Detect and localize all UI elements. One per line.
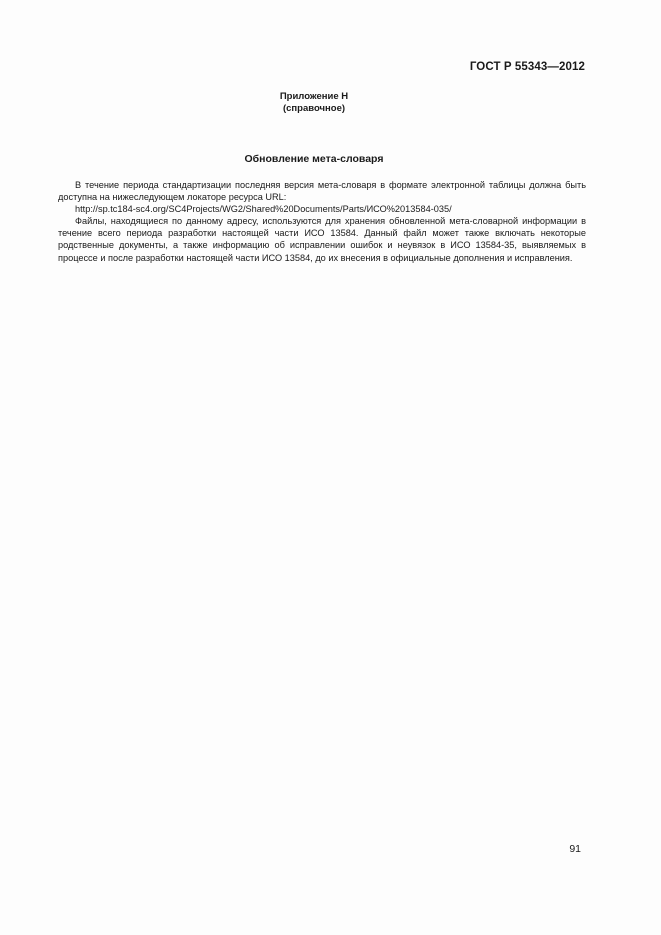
section-title: Обновление мета-словаря: [244, 153, 384, 165]
paragraph-intro: В течение периода стандартизации последняя версия мета-словаря в формате электронной таблицы должна быть доступна на нижеследующем локаторе ресурса URL:: [58, 180, 586, 203]
annex-heading: [0, 91, 628, 115]
document-code: ГОСТ Р 55343—2012: [469, 61, 585, 73]
body-text: [58, 179, 586, 264]
resource-url: http://sp.tc184-sc4.org/SC4Projects/WG2/Shared%20Documents/Parts/ИСО%2013584-035/: [75, 204, 452, 215]
annex-status: (справочное): [282, 103, 346, 114]
page-number: 91: [569, 843, 581, 855]
paragraph-files: Файлы, находящиеся по данному адресу, используются для хранения обновленной мета-словарной информации в течение всего периода разработки настоящей части ИСО 13584. Данный файл может также включать некоторые родственные документы, а также информацию об исправлении ошибок и неувязок в ИСО 13584-35, выявляемых в процессе и после разработки настоящей части ИСО 13584, до их внесения в официальные дополнения и исправления.: [58, 216, 586, 263]
annex-title: Приложение Н: [279, 91, 349, 102]
